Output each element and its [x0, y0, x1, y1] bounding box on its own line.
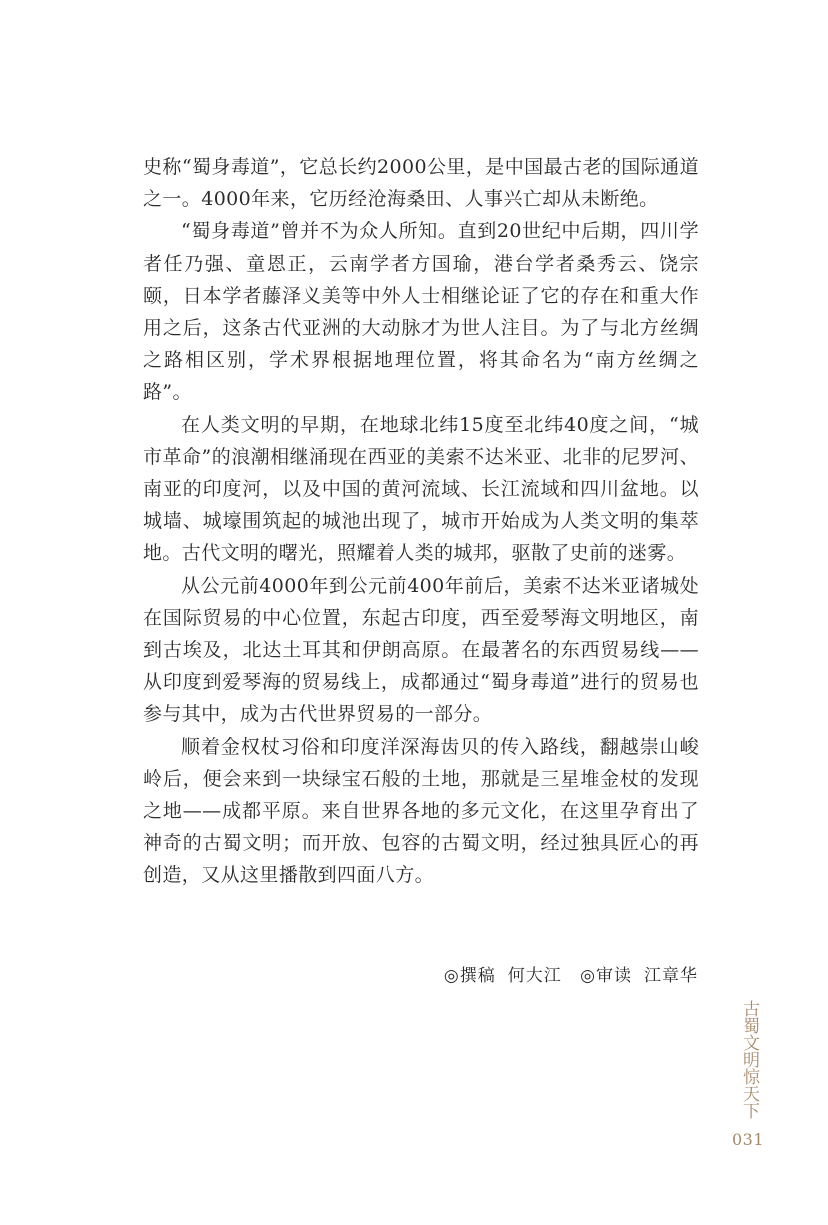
page-number: 031 — [732, 1130, 765, 1149]
reviewer-name: 江章华 — [644, 966, 698, 986]
paragraph-5: 顺着金权杖习俗和印度洋深海齿贝的传入路线，翻越崇山峻岭后，便会来到一块绿宝石般的土地，那就是三星堆金杖的发现之地——成都平原。来自世界各地的多元文化，在这里孕育出了神奇的古蜀文明；而开放、包容的古蜀文明，经过独具匠心的再创造，又从这里播散到四面八方。 — [143, 735, 699, 887]
paragraph-4: 从公元前4000年到公元前400年前后，美索不达米亚诸城处在国际贸易的中心位置，东起古印度，西至爱琴海文明地区，南到古埃及，北达土耳其和伊朗高原。在最著名的东西贸易线——从印度到爱琴海的贸易线上，成都通过“蜀身毒道”进行的贸易也参与其中，成为古代世界贸易的一部分。 — [143, 574, 699, 726]
paragraph-3: 在人类文明的早期，在地球北纬15度至北纬40度之间，“城市革命”的浪潮相继涌现在西亚的美索不达米亚、北非的尼罗河、南亚的印度河，以及中国的黄河流域、长江流域和四川盆地。以城墙、城壕围筑起的城池出现了，城市开始成为人类文明的集萃地。古代文明的曙光，照耀着人类的城邦，驱散了史前的迷雾。 — [143, 413, 699, 565]
body-text — [143, 151, 699, 892]
running-title: 古蜀文明惊天下 — [739, 1000, 759, 1119]
writer-name: 何大江 — [507, 966, 562, 986]
paragraph-2: “蜀身毒道”曾并不为众人所知。直到20世纪中后期，四川学者任乃强、童恩正，云南学者方国瑜，港台学者桑秀云、饶宗颐，日本学者藤泽义美等中外人士相继论证了它的存在和重大作用之后，这条古代亚洲的大动脉才为世人注目。为了与北方丝绸之路相区别，学术界根据地理位置，将其命名为“南方丝绸之路”。 — [143, 220, 699, 404]
reviewer-label: ◎审读 — [580, 966, 632, 986]
writer-label: ◎撰稿 — [443, 966, 496, 986]
paragraph-1: 史称“蜀身毒道”，它总长约2000公里，是中国最古老的国际通道之一。4000年来，它历经沧海桑田、人事兴亡却从未断绝。 — [143, 156, 699, 211]
credits-line — [444, 961, 698, 986]
